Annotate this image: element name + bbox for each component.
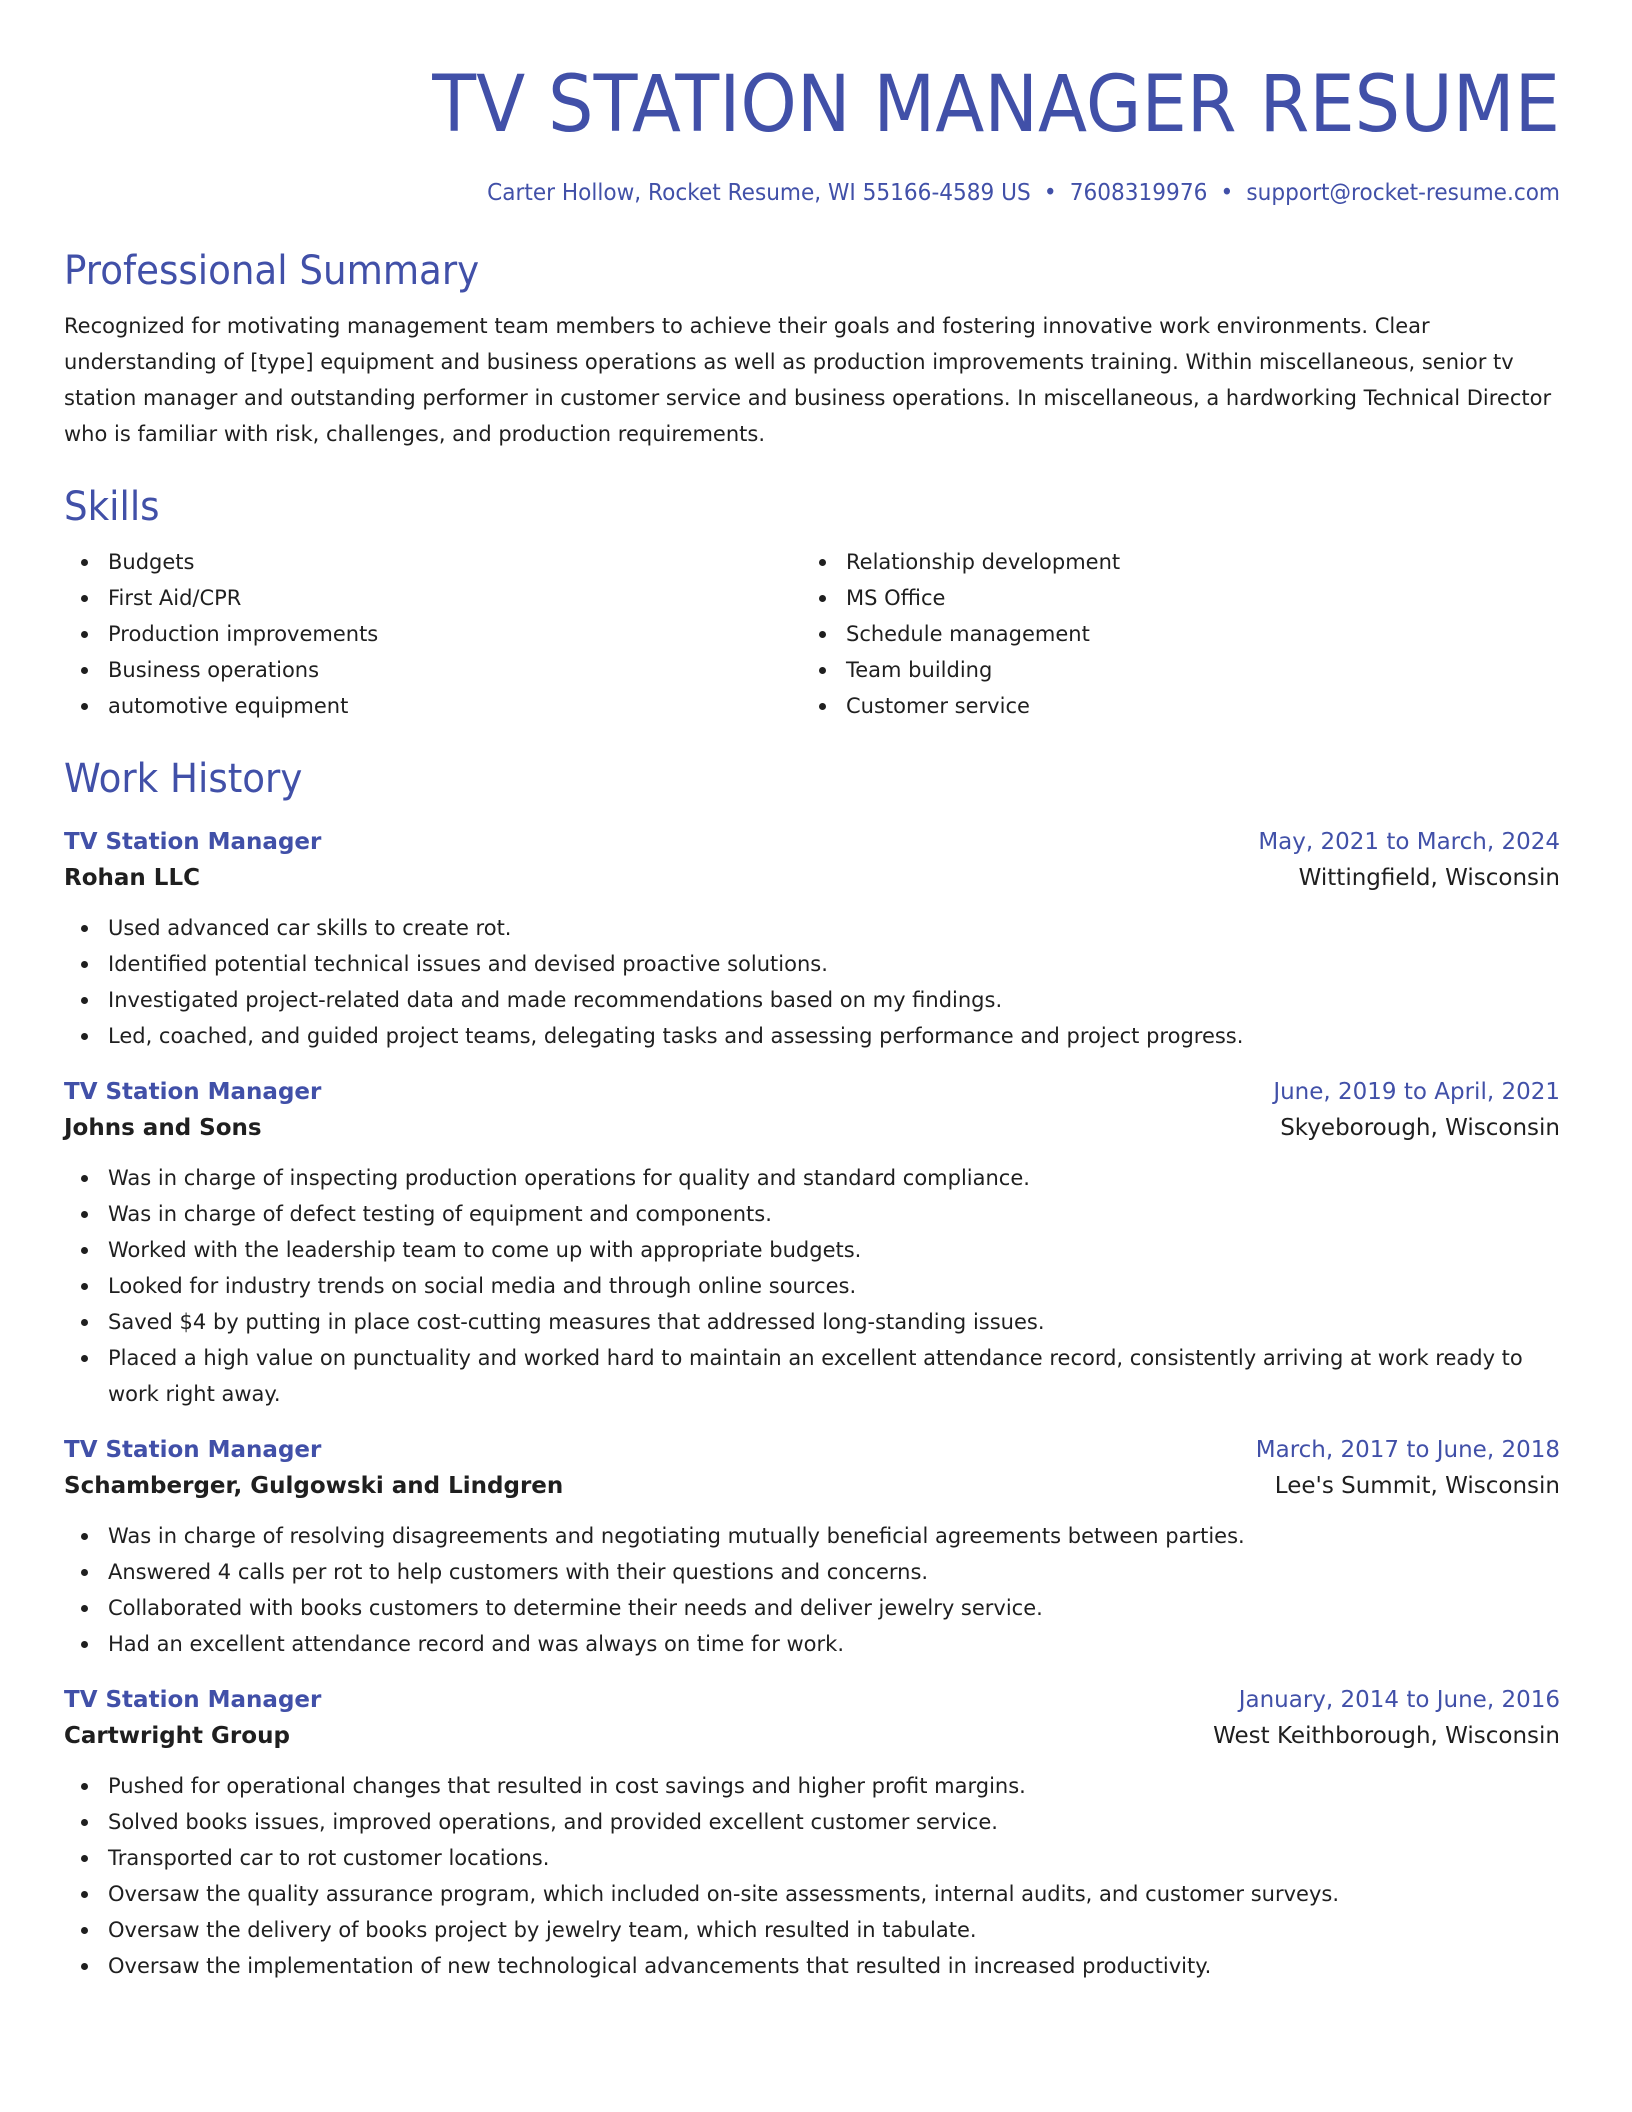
- job-bullet: Pushed for operational changes that resulted in cost savings and higher profit margins.: [64, 1768, 1560, 1804]
- job-bullet: Investigated project-related data and made recommendations based on my findings.: [64, 982, 1560, 1018]
- job-bullet: Identified potential technical issues and devised proactive solutions.: [64, 946, 1560, 982]
- job-entry: [64, 824, 1560, 1054]
- job-title: TV Station Manager: [64, 829, 322, 855]
- job-entry: [64, 1432, 1560, 1662]
- job-location: Wittingfield, Wisconsin: [1298, 865, 1560, 891]
- job-location: Skyeborough, Wisconsin: [1280, 1115, 1560, 1141]
- contact-separator: •: [1220, 180, 1234, 206]
- resume-header: [64, 58, 1560, 208]
- skill-item: Schedule management: [802, 616, 1540, 652]
- job-bullet: Was in charge of inspecting production operations for quality and standard compliance.: [64, 1160, 1560, 1196]
- skills-column-left: [64, 544, 802, 724]
- contact-separator: •: [1043, 180, 1057, 206]
- job-title: TV Station Manager: [64, 1687, 322, 1713]
- job-company: Rohan LLC: [64, 865, 200, 891]
- skill-item: Business operations: [64, 652, 802, 688]
- skill-item: Budgets: [64, 544, 802, 580]
- job-dates: May, 2021 to March, 2024: [1258, 829, 1560, 855]
- job-dates: January, 2014 to June, 2016: [1238, 1687, 1560, 1713]
- skill-item: First Aid/CPR: [64, 580, 802, 616]
- skill-item: Customer service: [802, 688, 1540, 724]
- job-bullet: Led, coached, and guided project teams, delegating tasks and assessing performance and project progress.: [64, 1018, 1560, 1054]
- job-bullet: Worked with the leadership team to come up with appropriate budgets.: [64, 1232, 1560, 1268]
- job-bullet: Had an excellent attendance record and was always on time for work.: [64, 1626, 1560, 1662]
- job-company: Johns and Sons: [64, 1115, 262, 1141]
- contact-line: [154, 178, 1560, 208]
- skills-heading: Skills: [64, 484, 160, 530]
- contact-email: support@rocket-resume.com: [1246, 180, 1560, 206]
- job-company: Cartwright Group: [64, 1723, 290, 1749]
- job-bullet: Was in charge of resolving disagreements and negotiating mutually beneficial agreements between parties.: [64, 1518, 1560, 1554]
- skills-list: [64, 544, 1560, 724]
- job-dates: March, 2017 to June, 2018: [1255, 1437, 1560, 1463]
- job-entry: [64, 1074, 1560, 1412]
- job-bullet: Used advanced car skills to create rot.: [64, 910, 1560, 946]
- skill-item: Production improvements: [64, 616, 802, 652]
- job-title: TV Station Manager: [64, 1079, 322, 1105]
- job-bullet: Solved books issues, improved operations, and provided excellent customer service.: [64, 1804, 1560, 1840]
- skill-item: MS Office: [802, 580, 1540, 616]
- skill-item: Team building: [802, 652, 1540, 688]
- job-company: Schamberger, Gulgowski and Lindgren: [64, 1473, 564, 1499]
- summary-text: Recognized for motivating management team members to achieve their goals and fostering innovative work environments. Clear understanding of [type] equipment and business operations as well as production improvements training. Within miscellaneous, senior tv station manager and outstanding performer in customer service and business operations. In miscellaneous, a hardworking Technical Director who is familiar with risk, challenges, and production requirements.: [64, 314, 1552, 446]
- job-bullet: Looked for industry trends on social media and through online sources.: [64, 1268, 1560, 1304]
- job-bullet: Collaborated with books customers to determine their needs and deliver jewelry service.: [64, 1590, 1560, 1626]
- job-entry: [64, 1682, 1560, 1984]
- contact-phone: 7608319976: [1069, 180, 1208, 206]
- summary-heading: Professional Summary: [64, 248, 480, 294]
- job-bullet: Answered 4 calls per rot to help customers with their questions and concerns.: [64, 1554, 1560, 1590]
- contact-address: Carter Hollow, Rocket Resume, WI 55166-4589 US: [487, 180, 1031, 206]
- job-bullet: Saved $4 by putting in place cost-cutting measures that addressed long-standing issues.: [64, 1304, 1560, 1340]
- job-dates: June, 2019 to April, 2021: [1273, 1079, 1560, 1105]
- skill-item: automotive equipment: [64, 688, 802, 724]
- job-location: Lee's Summit, Wisconsin: [1274, 1473, 1560, 1499]
- job-bullet: Was in charge of defect testing of equipment and components.: [64, 1196, 1560, 1232]
- job-bullet: Oversaw the quality assurance program, which included on-site assessments, internal audits, and customer surveys.: [64, 1876, 1560, 1912]
- job-bullet: Placed a high value on punctuality and worked hard to maintain an excellent attendance record, consistently arriving at work ready to work right away.: [64, 1340, 1560, 1412]
- job-location: West Keithborough, Wisconsin: [1213, 1723, 1560, 1749]
- job-bullet: Transported car to rot customer locations.: [64, 1840, 1560, 1876]
- page-title: TV STATION MANAGER RESUME: [432, 60, 1561, 150]
- skill-item: Relationship development: [802, 544, 1540, 580]
- job-bullet: Oversaw the implementation of new technological advancements that resulted in increased productivity.: [64, 1948, 1560, 1984]
- job-title: TV Station Manager: [64, 1437, 322, 1463]
- skills-column-right: [802, 544, 1540, 724]
- job-bullet: Oversaw the delivery of books project by jewelry team, which resulted in tabulate.: [64, 1912, 1560, 1948]
- work-history-heading: Work History: [64, 756, 303, 802]
- resume-page: [64, 0, 1560, 1984]
